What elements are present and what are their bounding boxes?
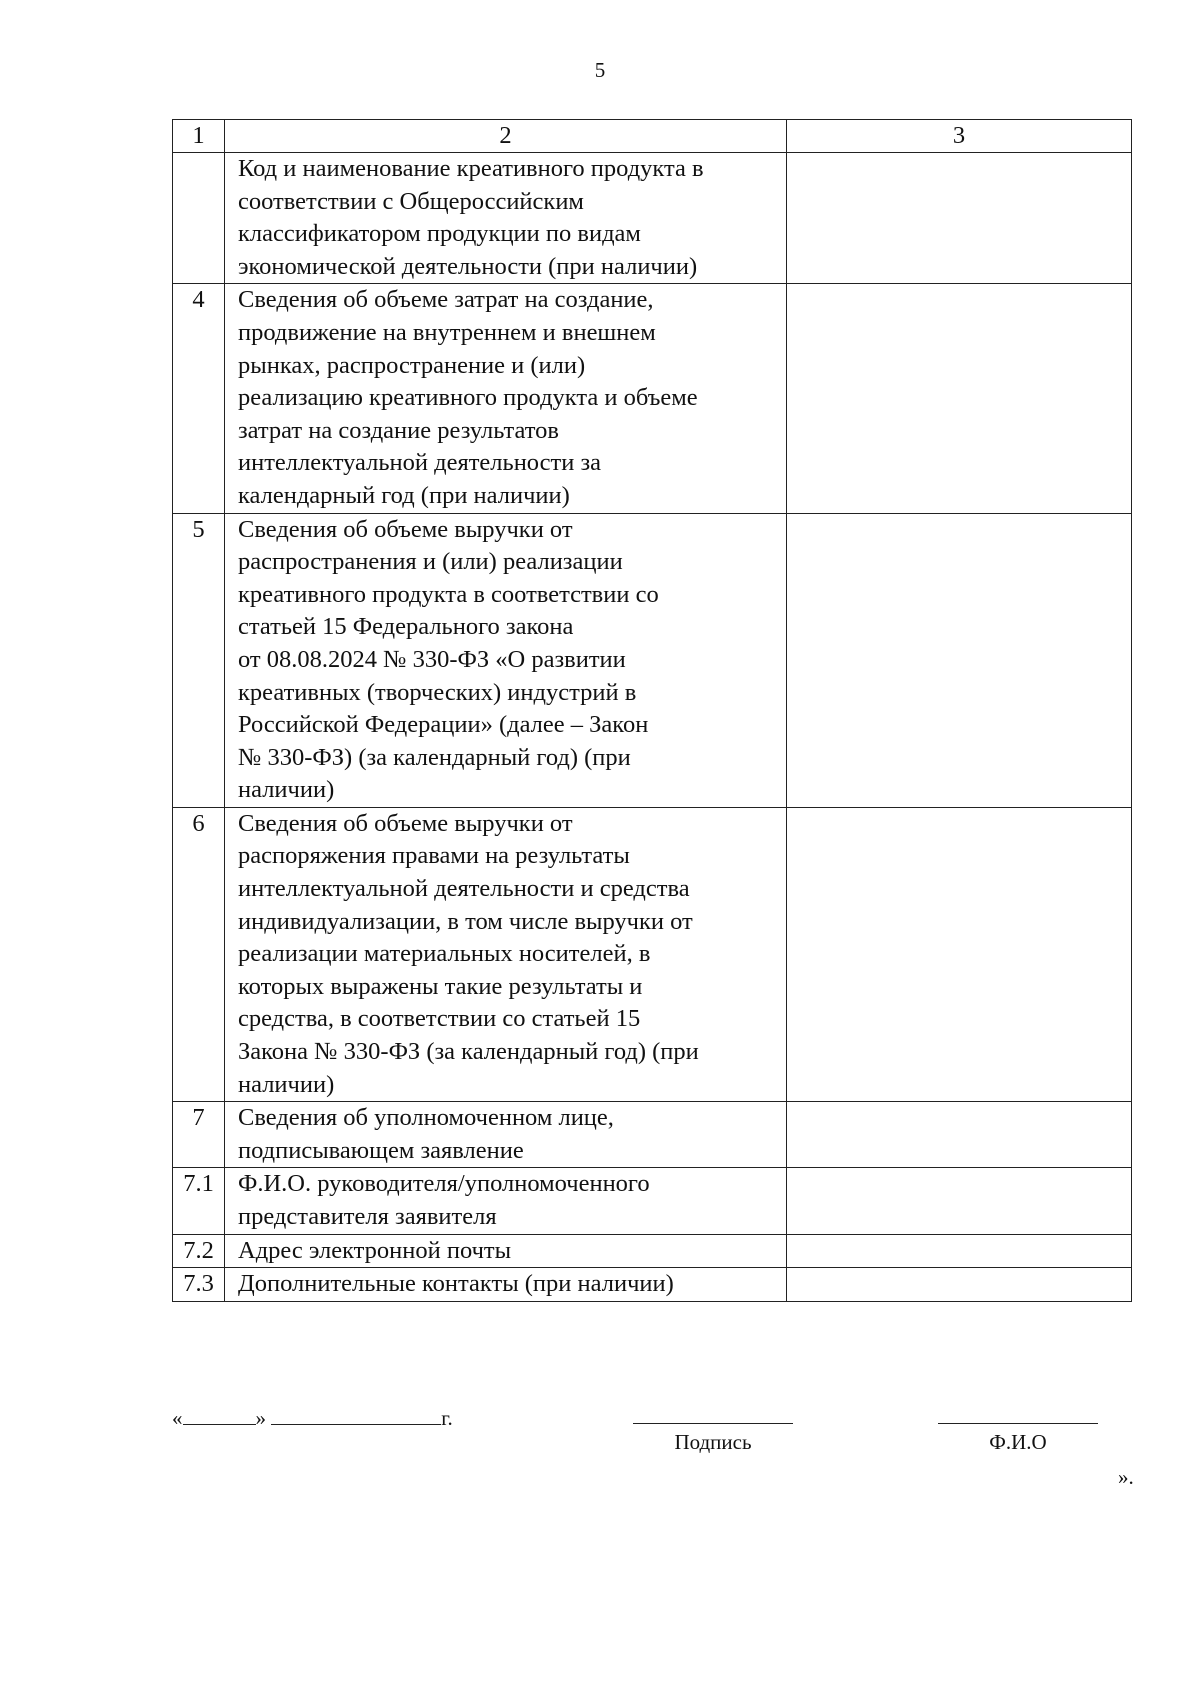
description-line: соответствии с Общероссийским (238, 187, 584, 215)
name-label: Ф.И.О (989, 1430, 1047, 1454)
table-row (173, 284, 1132, 513)
table-row (173, 1168, 1132, 1234)
description-line: креативных (творческих) индустрий в (238, 678, 637, 706)
description-line: Ф.И.О. руководителя/уполномоченного (238, 1170, 650, 1198)
description-line: средства, в соответствии со статьей 15 (238, 1005, 641, 1033)
description-line: реализацию креативного продукта и объеме (238, 384, 698, 412)
description-line: экономической деятельности (при наличии) (238, 252, 698, 280)
row-number (173, 153, 225, 284)
date-close-quote: » (255, 1406, 266, 1430)
description-line: Дополнительные контакты (при наличии) (238, 1270, 674, 1298)
table-row (173, 1268, 1132, 1302)
row-value-field[interactable] (787, 807, 1132, 1101)
closing-quote-mark: ». (1118, 1465, 1134, 1489)
row-description (225, 153, 787, 284)
row-value-field[interactable] (787, 1102, 1132, 1168)
description-line: наличии) (238, 1070, 335, 1098)
row-description (225, 1268, 787, 1302)
description-line: классификатором продукции по видам (238, 220, 641, 248)
row-number: 5 (173, 513, 225, 807)
table-header-row (173, 120, 1132, 153)
row-number: 6 (173, 807, 225, 1101)
description-line: Сведения об уполномоченном лице, (238, 1104, 614, 1132)
description-line: от 08.08.2024 № 330-ФЗ «О развитии (238, 645, 626, 673)
description-line: продвижение на внутреннем и внешнем (238, 318, 656, 346)
description-line: представителя заявителя (238, 1203, 497, 1230)
application-form-table (172, 119, 1132, 1302)
description-line: индивидуализации, в том числе выручки от (238, 907, 693, 935)
table-row (173, 807, 1132, 1101)
row-value-field[interactable] (787, 1168, 1132, 1234)
row-value-field[interactable] (787, 1234, 1132, 1268)
description-line: Адрес электронной почты (238, 1236, 512, 1264)
header-cell-number: 1 (173, 120, 225, 153)
description-line: Закона № 330-ФЗ (за календарный год) (при (238, 1038, 699, 1066)
header-cell-description: 2 (225, 120, 787, 153)
description-line: календарный год (при наличии) (238, 481, 570, 509)
description-line: Сведения об объеме затрат на создание, (238, 286, 654, 314)
description-line: подписывающем заявление (238, 1136, 524, 1164)
row-number: 7 (173, 1102, 225, 1168)
description-line: статьей 15 Федерального закона (238, 613, 574, 641)
description-line: Сведения об объеме выручки от (238, 515, 573, 543)
row-description (225, 1234, 787, 1268)
row-description (225, 284, 787, 513)
description-line: Сведения об объеме выручки от (238, 809, 573, 837)
description-line: распространения и (или) реализации (238, 548, 623, 576)
row-number: 4 (173, 284, 225, 513)
name-blank-line[interactable] (938, 1423, 1098, 1424)
date-open-quote: « (172, 1406, 183, 1430)
row-value-field[interactable] (787, 1268, 1132, 1302)
month-blank[interactable] (271, 1404, 441, 1425)
description-line: рынках, распространение и (или) (238, 351, 586, 379)
signature-label: Подпись (674, 1430, 752, 1454)
year-suffix: г. (441, 1406, 453, 1430)
table-row (173, 513, 1132, 807)
description-line: наличии) (238, 776, 335, 804)
row-number: 7.3 (173, 1268, 225, 1302)
table-row (173, 1102, 1132, 1168)
description-line: интеллектуальной деятельности за (238, 449, 602, 477)
day-blank[interactable] (183, 1404, 256, 1425)
description-line: № 330-ФЗ) (за календарный год) (при (238, 743, 631, 771)
description-line: Российской Федерации» (далее – Закон (238, 711, 649, 739)
row-value-field[interactable] (787, 284, 1132, 513)
row-number: 7.1 (173, 1168, 225, 1234)
header-cell-value: 3 (787, 120, 1132, 153)
description-line: распоряжения правами на результаты (238, 842, 630, 870)
description-line: реализации материальных носителей, в (238, 940, 651, 968)
table-row (173, 1234, 1132, 1268)
signature-blank-line[interactable] (633, 1423, 793, 1424)
row-description (225, 513, 787, 807)
table-row (173, 153, 1132, 284)
description-line: Код и наименование креативного продукта в (238, 155, 704, 182)
row-value-field[interactable] (787, 153, 1132, 284)
row-number: 7.2 (173, 1234, 225, 1268)
page-number: 5 (594, 58, 606, 82)
description-line: интеллектуальной деятельности и средства (238, 875, 690, 903)
description-line: которых выражены такие результаты и (238, 972, 643, 1000)
row-description (225, 1102, 787, 1168)
row-description (225, 1168, 787, 1234)
date-line (172, 1404, 453, 1431)
description-line: креативного продукта в соответствии со (238, 580, 659, 608)
description-line: затрат на создание результатов (238, 416, 559, 444)
row-value-field[interactable] (787, 513, 1132, 807)
row-description (225, 807, 787, 1101)
